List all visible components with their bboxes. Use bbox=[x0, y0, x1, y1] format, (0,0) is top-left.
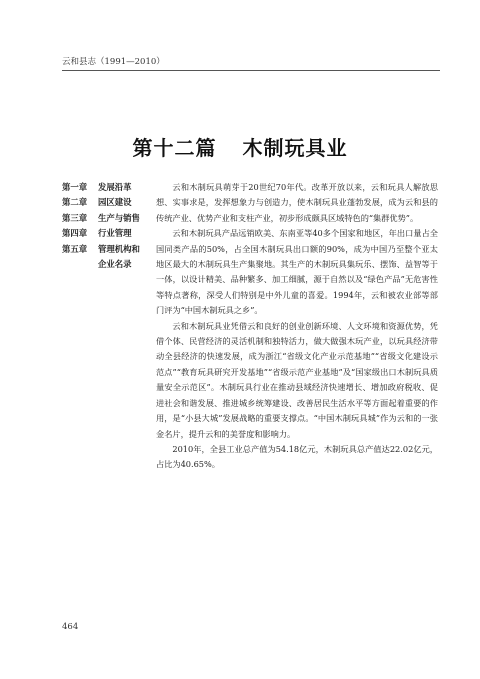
chapter-number: 第一章 bbox=[62, 182, 88, 192]
chapter-number: 第三章 bbox=[62, 212, 88, 223]
body-text bbox=[156, 180, 438, 473]
chapter-entry bbox=[62, 226, 162, 241]
chapter-entry bbox=[62, 211, 162, 226]
chapter-title: 发展沿革 bbox=[98, 182, 132, 192]
paragraph: 2010年，全县工业总产值为54.18亿元，木制玩具总产值达22.02亿元，占比为40.65%。 bbox=[156, 443, 438, 470]
chapter-number: 第五章 bbox=[62, 243, 88, 254]
chapter-entry bbox=[62, 195, 162, 210]
part-name: 木制玩具业 bbox=[242, 136, 348, 160]
chapter-number: 第四章 bbox=[62, 228, 88, 239]
chapter-title: 生产与销售 bbox=[98, 212, 140, 223]
part-title bbox=[0, 132, 480, 161]
chapter-number: 第二章 bbox=[62, 197, 88, 208]
chapter-list bbox=[62, 180, 162, 272]
paragraph: 云和木制玩具萌芽于20世纪70年代。改革开放以来，云和玩具人解放思想、实事求是，发挥想象力与创造力，使木制玩具业蓬勃发展，成为云和县的传统产业、优势产业和支柱产业，初步形成颇具区域特色的“集群优势”。 bbox=[156, 182, 438, 223]
chapter-title: 行业管理 bbox=[98, 228, 132, 239]
paragraph: 云和木制玩具产品远销欧美、东南亚等40多个国家和地区，年出口量占全国同类产品的50%，占全国木制玩具出口额的90%，成为中国乃至整个亚太地区最大的木制玩具生产集聚地。其生产的木制玩具集玩乐、摆饰、益智等于一体，以设计精美、品种繁多、加工细腻，源于自然以及“绿色产品”无危害性等特点著称，深受人们特别是中外儿童的喜爱。1994年，云和被农业部等部门评为“中国木制玩具之乡”。 bbox=[156, 228, 438, 316]
paragraph: 云和木制玩具业凭借云和良好的创业创新环境、人文环境和资源优势，凭借个体、民营经济的灵活机制和独特活力，做大做强木玩产业，以玩具经济带动全县经济的快速发展，成为浙江“省级文化产业示范基地”“省级文化建设示范点”“教育玩具研究开发基地”“省级示范产业基地”及“国家级出口木制玩具质量安全示范区”。木制玩具行业在推动县域经济快速增长、增加政府税收、促进社会和谐发展、推进城乡统筹建设、改善居民生活水平等方面起着重要的作用，是“小县大城”发展战略的重要支撑点。“中国木制玩具城”作为云和的一张金名片，提升云和的美誉度和影响力。 bbox=[156, 320, 438, 439]
page-number: 464 bbox=[62, 622, 79, 632]
chapter-entry bbox=[62, 242, 162, 257]
part-number: 第十二篇 bbox=[132, 136, 217, 160]
chapter-entry bbox=[62, 180, 162, 195]
chapter-title: 园区建设 bbox=[98, 197, 132, 208]
chapter-title-continuation: 企业名录 bbox=[98, 259, 132, 270]
running-header: 云和县志（1991—2010） bbox=[62, 57, 165, 67]
chapter-entry-continuation bbox=[62, 257, 162, 272]
chapter-title: 管理机构和 bbox=[98, 243, 140, 254]
header-rule bbox=[62, 70, 440, 71]
